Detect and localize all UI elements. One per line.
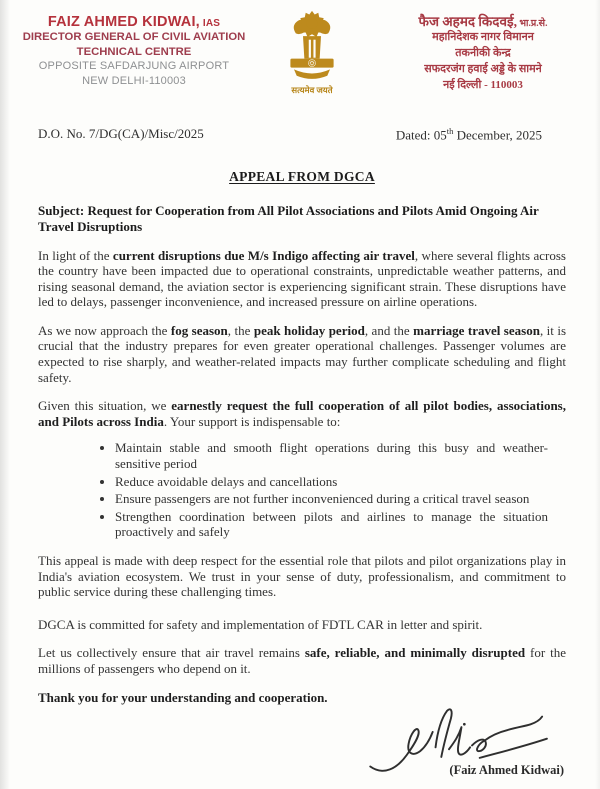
paragraph-seasons <box>38 323 566 385</box>
emphasized-text: Thank you for your understanding and cooperation. <box>38 689 328 705</box>
body-text: Given this situation, we <box>38 398 172 414</box>
body-text: for the millions of passengers who depend on it. <box>38 645 566 676</box>
body-text: DGCA is committed for safety and implementation of FDTL CAR in letter and spirit. <box>38 616 483 632</box>
paragraph-collective <box>38 645 566 676</box>
ashoka-emblem-icon <box>285 10 339 82</box>
emphasized-text: safe, reliable, and minimally disrupted <box>304 645 526 661</box>
body-text: In light of the <box>38 247 113 263</box>
emphasized-text: peak holiday period <box>253 322 365 338</box>
emblem-motto: सत्यमेव जयते <box>291 85 333 95</box>
bullet-item: • Maintain stable and smooth flight operations during this busy and weather-sensitive period <box>115 440 548 471</box>
officer-name-hindi <box>374 12 592 30</box>
office-address-hindi-line2: नई दिल्ली - 110003 <box>443 78 523 91</box>
subject-line: Subject: Request for Cooperation from All Pilot Associations and Pilots Amid Ongoing Air Travel Disruptions <box>38 203 539 234</box>
signature-block <box>38 707 564 778</box>
reference-row <box>38 126 566 143</box>
bullet-list <box>38 440 566 540</box>
body-text: , and the <box>364 322 414 338</box>
do-number: D.O. No. 7/DG(CA)/Misc/2025 <box>38 126 204 141</box>
bullet-item: • Ensure passengers are not further inconvenienced during a critical travel season <box>115 491 548 507</box>
letter-date <box>396 126 542 143</box>
letterhead-hindi-block <box>374 8 592 94</box>
officer-name-hindi-suffix: भा.प्र.से. <box>516 19 548 29</box>
emphasized-text: fog season <box>170 322 228 338</box>
paragraph-thanks <box>38 690 566 706</box>
office-name: TECHNICAL CENTRE <box>76 45 192 58</box>
letterhead-english-block <box>18 8 250 88</box>
body-text: , the <box>227 322 254 338</box>
paragraph-respect <box>38 553 566 600</box>
letter-title: APPEAL FROM DGCA <box>229 169 375 185</box>
paragraph-disruptions <box>38 248 566 310</box>
officer-designation-hindi: महानिदेशक नागर विमानन <box>432 31 534 43</box>
date-suffix: December, 2025 <box>453 127 542 143</box>
officer-name-text: FAIZ AHMED KIDWAI, <box>47 14 200 30</box>
bullet-item: • Reduce avoidable delays and cancellations <box>115 474 548 490</box>
national-emblem <box>257 8 367 96</box>
office-address-line1: OPPOSITE SAFDARJUNG AIRPORT <box>38 60 230 73</box>
emphasized-text: marriage travel season <box>413 322 540 338</box>
officer-designation: DIRECTOR GENERAL OF CIVIL AVIATION <box>22 31 246 43</box>
emphasized-text: current disruptions due M/s Indigo affecting air travel <box>112 247 415 263</box>
paragraph-request <box>38 398 566 429</box>
date-prefix: Dated: 05 <box>395 127 447 143</box>
body-text: This appeal is made with deep respect for the essential role that pilots and pilot organizations play in India's aviation ecosystem. We trust in your sense of duty, professionalism, and commitment to public service during these challenging times. <box>38 553 566 600</box>
bullet-item: • Strengthen coordination between pilots and airlines to manage the situation proactively and safely <box>115 509 548 540</box>
letterhead <box>18 8 592 108</box>
officer-name-suffix: IAS <box>199 18 221 29</box>
office-address-hindi-line1: सफदरजंग हवाई अड्डे के सामने <box>424 62 542 75</box>
signed-name: (Faiz Ahmed Kidwai) <box>449 763 564 778</box>
body-text: As we now approach the <box>38 322 171 338</box>
date-ordinal: th <box>446 126 454 136</box>
body-text: . Your support is indispensable to: <box>163 413 341 429</box>
body-text: , where several flights across the country have been impacted due to operational constraints, unpredictable weather patterns, and rising seasonal demand, the aviation sector is experiencing significant strain. These disruptions have led to delays, passenger inconvenience, and increased pressure on airline operations. <box>38 247 566 310</box>
body-text: , it is crucial that the industry prepares for even greater operational challenges. Passenger volumes are expected to rise sharply, and weather-related impacts may further complicate scheduling and flight safety. <box>38 322 567 385</box>
paragraph-fdtl <box>38 617 566 633</box>
emphasized-text: earnestly request the full cooperation of all pilot bodies, associations, and Pilots across India <box>38 398 566 429</box>
body-text: Let us collectively ensure that air travel remains <box>38 645 305 661</box>
officer-name-english <box>18 14 250 30</box>
office-address-line2: NEW DELHI-110003 <box>82 74 186 87</box>
office-name-hindi: तकनीकी केन्द्र <box>455 46 511 59</box>
officer-name-hindi-text: फैज अहमद किदवई, <box>418 14 517 29</box>
